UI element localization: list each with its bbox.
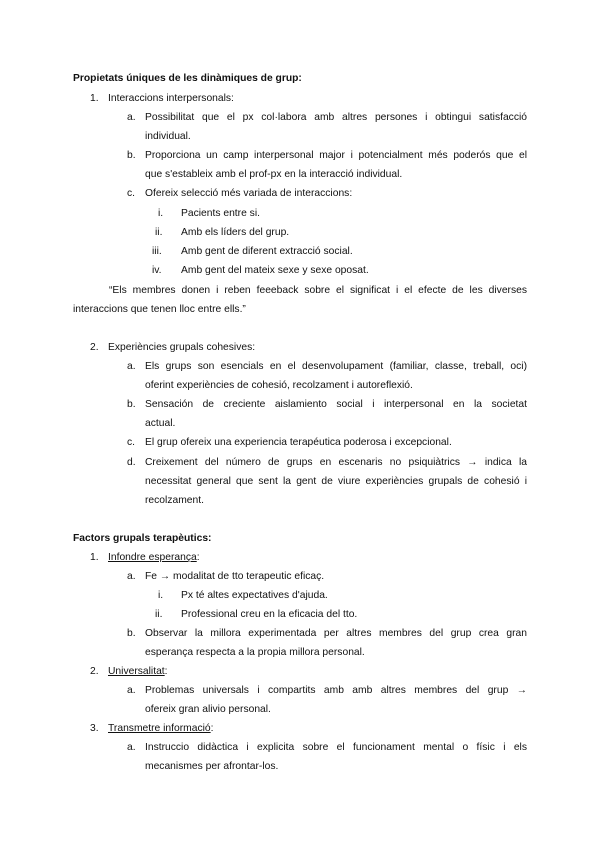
list-item-title-underlined: Infondre esperança bbox=[108, 552, 197, 563]
section-title: Propietats úniques de les dinàmiques de grup: bbox=[73, 73, 302, 84]
list-item-title: Experiències grupals cohesives: bbox=[108, 342, 256, 353]
list-item-text: Sensación de creciente aislamiento social i interpersonal en la societat bbox=[145, 399, 527, 410]
section-title: Factors grupals terapèutics: bbox=[73, 533, 212, 544]
list-marker: b. bbox=[127, 628, 136, 639]
list-item-text: que s'estableix amb el prof-px en la interacció individual. bbox=[145, 169, 403, 180]
list-item-text: recolzament. bbox=[145, 495, 204, 506]
title-colon: : bbox=[196, 552, 200, 563]
sublist-marker: i. bbox=[158, 208, 164, 219]
list-item-text: ofereix gran alivio personal. bbox=[145, 704, 271, 715]
quote-text: “Els membres donen i reben feeeback sobre el significat i el efecte de les diverses bbox=[109, 285, 527, 296]
list-item-text: El grup ofereix una experiencia terapéutica poderosa i excepcional. bbox=[145, 437, 452, 448]
list-item-text: Observar la millora experimentada per altres membres del grup crea gran bbox=[145, 628, 527, 639]
list-item-text: Instruccio didàctica i explicita sobre el funcionament mental o físic i els bbox=[145, 742, 527, 753]
sublist-item-text: Px té altes expectatives d'ajuda. bbox=[181, 590, 328, 601]
list-item-text: individual. bbox=[145, 131, 191, 142]
list-item-title: Interaccions interpersonals: bbox=[108, 93, 234, 104]
list-item-title bbox=[108, 665, 168, 678]
list-item-title-underlined: Transmetre informació bbox=[108, 723, 211, 734]
list-item-text: oferint experiències de cohesió, recolzament i autoreflexió. bbox=[145, 380, 413, 391]
sublist-item-text: Pacients entre si. bbox=[181, 208, 260, 219]
list-marker: a. bbox=[127, 571, 136, 582]
sublist-item-text: Amb gent del mateix sexe y sexe oposat. bbox=[181, 265, 369, 276]
list-item-text: Ofereix selecció més variada de interaccions: bbox=[145, 188, 353, 199]
list-marker: a. bbox=[127, 685, 136, 696]
list-item-text: necessitat general que sent la gent de viure experiències grupals de cohesió i bbox=[145, 476, 527, 487]
list-item-text: Proporciona un camp interpersonal major i potencialment més poderós que el bbox=[145, 150, 527, 161]
list-number: 1. bbox=[90, 93, 99, 104]
list-number: 2. bbox=[90, 342, 99, 353]
list-item-text: esperança respecta a la propia millora personal. bbox=[145, 647, 365, 658]
list-number: 3. bbox=[90, 723, 99, 734]
list-item-title bbox=[108, 722, 214, 735]
list-item-text: Creixement del número de grups en escenaris no psiquiàtrics → indica la bbox=[145, 457, 527, 468]
sublist-marker: iv. bbox=[152, 265, 162, 276]
list-item-text: Problemas universals i compartits amb amb altres membres del grup → bbox=[145, 685, 527, 696]
list-marker: a. bbox=[127, 361, 136, 372]
list-marker: d. bbox=[127, 457, 136, 468]
sublist-marker: ii. bbox=[155, 609, 163, 620]
list-item-text: Possibilitat que el px col·labora amb altres persones i obtingui satisfacció bbox=[145, 112, 527, 123]
title-colon: : bbox=[164, 666, 168, 677]
list-item-text: mecanismes per afrontar-los. bbox=[145, 761, 279, 772]
sublist-marker: i. bbox=[158, 590, 164, 601]
sublist-marker: ii. bbox=[155, 227, 163, 238]
list-marker: b. bbox=[127, 150, 136, 161]
list-marker: a. bbox=[127, 742, 136, 753]
sublist-marker: iii. bbox=[152, 246, 162, 257]
sublist-item-text: Professional creu en la eficacia del tto. bbox=[181, 609, 358, 620]
quote-text: interaccions que tenen lloc entre ells.” bbox=[73, 304, 246, 315]
list-number: 1. bbox=[90, 552, 99, 563]
list-item-text: actual. bbox=[145, 418, 176, 429]
list-item-title-underlined: Universalitat bbox=[108, 666, 165, 677]
title-colon: : bbox=[210, 723, 214, 734]
sublist-item-text: Amb els líders del grup. bbox=[181, 227, 290, 238]
sublist-item-text: Amb gent de diferent extracció social. bbox=[181, 246, 353, 257]
list-marker: a. bbox=[127, 112, 136, 123]
list-item-title bbox=[108, 551, 200, 564]
list-number: 2. bbox=[90, 666, 99, 677]
list-item-text: Els grups son esencials en el desenvolupament (familiar, classe, treball, oci) bbox=[145, 361, 527, 372]
list-marker: c. bbox=[127, 437, 136, 448]
list-marker: c. bbox=[127, 188, 136, 199]
list-marker: b. bbox=[127, 399, 136, 410]
list-item-text: Fe → modalitat de tto terapeutic eficaç. bbox=[145, 571, 325, 582]
